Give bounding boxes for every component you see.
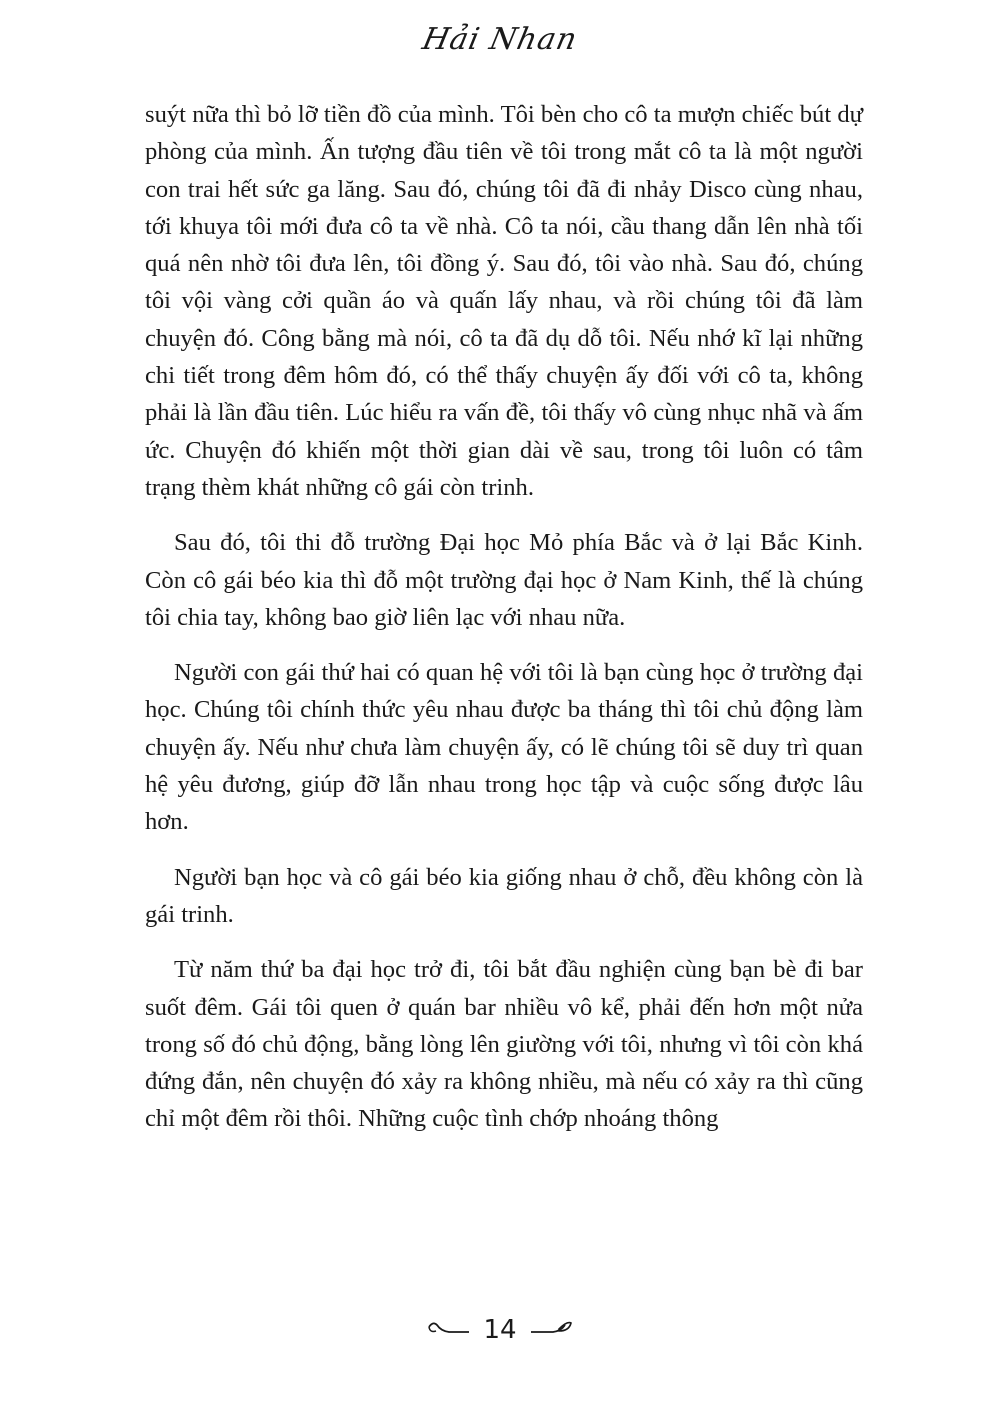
paragraph: Sau đó, tôi thi đỗ trường Đại học Mỏ phía Bắc và ở lại Bắc Kinh. Còn cô gái béo kia thì đỗ một trường đại học ở Nam Kinh, thế là chúng tôi chia tay, không bao giờ liên lạc với nhau nữa. (145, 529, 863, 631)
author-signature-header: Hải Nhan (419, 22, 581, 57)
leaf-flourish-right-icon (529, 1319, 573, 1341)
paragraph: Người bạn học và cô gái béo kia giống nhau ở chỗ, đều không còn là gái trinh. (145, 863, 863, 928)
paragraph-continued: suýt nữa thì bỏ lỡ tiền đồ của mình. Tôi bèn cho cô ta mượn chiếc bút dự phòng của mình. Ấn tượng đầu tiên về tôi trong mắt cô ta là một người con trai hết sức ga lăng. Sau đó, chúng tôi đã đi nhảy Disco cùng nhau, tới khuya tôi mới đưa cô ta về nhà. Cô ta nói, cầu thang dẫn lên nhà tối quá nên nhờ tôi đưa lên, tôi đồng ý. Sau đó, tôi vào nhà. Sau đó, chúng tôi vội vàng cởi quần áo và quấn lấy nhau, và rồi chúng tôi đã làm chuyện đó. Công bằng mà nói, cô ta đã dụ dỗ tôi. Nếu nhớ kĩ lại những chi tiết trong đêm hôm đó, có thể thấy chuyện ấy đối với cô ta, không phải là lần đầu tiên. Lúc hiểu ra vấn đề, tôi thấy vô cùng nhục nhã và ấm ức. Chuyện đó khiến một thời gian dài về sau, trong tôi luôn có tâm trạng thèm khát những cô gái còn trinh. (145, 101, 863, 501)
paragraph: Người con gái thứ hai có quan hệ với tôi là bạn cùng học ở trường đại học. Chúng tôi chính thức yêu nhau được ba tháng thì tôi chủ động làm chuyện ấy. Nếu như chưa làm chuyện ấy, có lẽ chúng tôi sẽ duy trì quan hệ yêu đương, giúp đỡ lẫn nhau trong học tập và cuộc sống được lâu hơn. (145, 659, 863, 836)
paragraph: Từ năm thứ ba đại học trở đi, tôi bắt đầu nghiện cùng bạn bè đi bar suốt đêm. Gái tôi quen ở quán bar nhiều vô kể, phải đến hơn một nửa trong số đó chủ động, bằng lòng lên giường với tôi, nhưng vì tôi còn khá đứng đắn, nên chuyện đó xảy ra không nhiều, mà nếu có xảy ra thì cũng chỉ một đêm rồi thôi. Những cuộc tình chớp nhoáng thông (145, 956, 863, 1133)
body-text (145, 96, 863, 1156)
leaf-flourish-left-icon (427, 1319, 471, 1341)
running-header (0, 22, 1000, 82)
page-footer (0, 1310, 1000, 1350)
page-number: 14 (483, 1315, 517, 1345)
